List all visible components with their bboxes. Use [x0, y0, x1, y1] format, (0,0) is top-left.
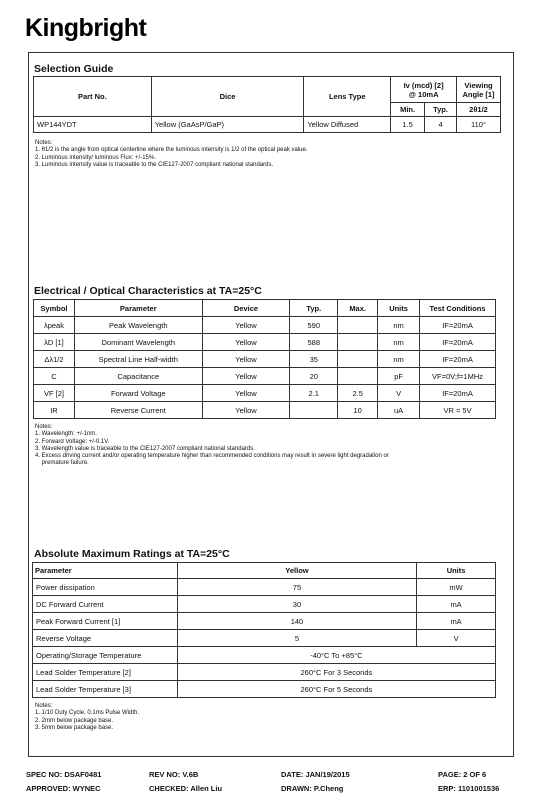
cell: [338, 317, 378, 334]
cell: VF [2]: [34, 385, 75, 402]
cell: 260°C For 3 Seconds: [177, 664, 495, 681]
cell: mA: [417, 596, 496, 613]
table-row: [34, 351, 496, 368]
header-typ: Typ.: [290, 300, 338, 317]
cell: mA: [417, 613, 496, 630]
note-line: 1. Wavelength: +/-1nm.: [35, 431, 97, 438]
cell: nm: [378, 317, 420, 334]
cell: Forward Voltage: [74, 385, 202, 402]
note-line: 1. 1/10 Duty Cycle, 0.1ms Pulse Width.: [35, 710, 140, 717]
cell-dice: Yellow (GaAsP/GaP): [151, 117, 304, 133]
table-row: [33, 630, 496, 647]
cell: Yellow: [202, 334, 290, 351]
cell: 588: [290, 334, 338, 351]
header-dice: Dice: [151, 77, 304, 117]
cell: IF=20mA: [420, 385, 496, 402]
header-min: Min.: [391, 103, 425, 117]
cell: Capacitance: [74, 368, 202, 385]
cell: 2.1: [290, 385, 338, 402]
cell: IF=20mA: [420, 334, 496, 351]
cell: [338, 351, 378, 368]
table-row: [34, 334, 496, 351]
cell: 20: [290, 368, 338, 385]
note-line: 2. Luminous intensity/ luminous Flux: +/-15%.: [35, 154, 156, 161]
date: DATE: JAN/19/2015: [281, 770, 350, 779]
cell: 10: [338, 402, 378, 419]
electrical-notes: [35, 424, 389, 468]
table-row: [33, 613, 496, 630]
cell: Dominant Wavelength: [74, 334, 202, 351]
approved-by: APPROVED: WYNEC: [26, 784, 101, 793]
erp-no: ERP: 1101001536: [438, 784, 500, 793]
cell: λpeak: [34, 317, 75, 334]
table-row: [34, 368, 496, 385]
header-part-no: Part No.: [34, 77, 152, 117]
cell: 5: [177, 630, 416, 647]
electrical-table: [33, 299, 496, 419]
cell: VF=0V;f=1MHz: [420, 368, 496, 385]
cell: Yellow: [202, 351, 290, 368]
cell: Yellow: [202, 385, 290, 402]
cell: Power dissipation: [33, 579, 178, 596]
note-line: Notes:: [35, 140, 53, 146]
note-line: 4. Excess driving current and/or operating temperature higher than recommended conditions may result in severe light degradation or: [35, 453, 389, 460]
cell: 35: [290, 351, 338, 368]
table-row: [33, 664, 496, 681]
cell: nm: [378, 334, 420, 351]
checked-by: CHECKED: Allen Liu: [149, 784, 223, 793]
absolute-notes: [35, 703, 139, 732]
cell: C: [34, 368, 75, 385]
table-row: [34, 317, 496, 334]
brand-logo: Kingbright: [25, 14, 147, 42]
cell: IR: [34, 402, 75, 419]
page-number: PAGE: 2 OF 6: [438, 770, 487, 779]
table-row: [33, 681, 496, 698]
note-line: 1. θ1/2 is the angle from optical centerline where the luminous intensity is 1/2 of the optical peak value.: [35, 147, 308, 154]
table-row: [34, 385, 496, 402]
cell: DC Forward Current: [33, 596, 178, 613]
electrical-title: Electrical / Optical Characteristics at TA=25°C: [34, 285, 262, 297]
cell: 590: [290, 317, 338, 334]
cell: Lead Solder Temperature [2]: [33, 664, 178, 681]
cell: nm: [378, 351, 420, 368]
cell: Yellow: [202, 368, 290, 385]
cell: mW: [417, 579, 496, 596]
cell: Operating/Storage Temperature: [33, 647, 178, 664]
cell: Lead Solder Temperature [3]: [33, 681, 178, 698]
header-yellow: Yellow: [177, 563, 416, 579]
cell: 140: [177, 613, 416, 630]
cell: IF=20mA: [420, 351, 496, 368]
note-line: 3. Luminous intensity value is traceable to the CIE127-2007 compliant national standards.: [35, 161, 274, 168]
cell: V: [417, 630, 496, 647]
cell: IF=20mA: [420, 317, 496, 334]
cell: Δλ1/2: [34, 351, 75, 368]
table-row: [33, 647, 496, 664]
cell: 75: [177, 579, 416, 596]
note-line: 3. 5mm below package base.: [35, 724, 114, 731]
note-line: 2. 2mm below package base.: [35, 717, 114, 724]
cell: Reverse Voltage: [33, 630, 178, 647]
cell: λD [1]: [34, 334, 75, 351]
header-device: Device: [202, 300, 290, 317]
cell: -40°C To +85°C: [177, 647, 495, 664]
table-row: [33, 579, 496, 596]
cell-angle: 110°: [457, 117, 501, 133]
absolute-ratings-table: [32, 562, 496, 698]
cell: [338, 334, 378, 351]
selection-table: [33, 76, 501, 133]
cell: 2.5: [338, 385, 378, 402]
cell: Spectral Line Half-width: [74, 351, 202, 368]
cell: Peak Wavelength: [74, 317, 202, 334]
note-line: 3. Wavelength value is traceable to the CIE127-2007 compliant national standards.: [35, 445, 255, 452]
header-units: Units: [378, 300, 420, 317]
header-typ: Typ.: [425, 103, 457, 117]
note-line: Notes:: [35, 424, 53, 430]
header-lens-type: Lens Type: [304, 77, 391, 117]
cell-lens: Yellow Diffused: [304, 117, 391, 133]
header-viewing-angle: Viewing Angle [1]: [457, 77, 501, 103]
selection-notes: [35, 140, 308, 169]
absolute-ratings-title: Absolute Maximum Ratings at TA=25°C: [34, 548, 230, 560]
header-parameter: Parameter: [74, 300, 202, 317]
table-row: [34, 402, 496, 419]
drawn-by: DRAWN: P.Cheng: [281, 784, 344, 793]
header-parameter: Parameter: [33, 563, 178, 579]
cell: V: [378, 385, 420, 402]
cell-iv-typ: 4: [425, 117, 457, 133]
cell-part-no: WP144YDT: [34, 117, 152, 133]
cell: [338, 368, 378, 385]
cell: 260°C For 5 Seconds: [177, 681, 495, 698]
cell: VR = 5V: [420, 402, 496, 419]
table-row: [33, 596, 496, 613]
cell: Yellow: [202, 402, 290, 419]
cell: 30: [177, 596, 416, 613]
header-test-conditions: Test Conditions: [420, 300, 496, 317]
cell: Reverse Current: [74, 402, 202, 419]
cell-iv-min: 1.5: [391, 117, 425, 133]
note-line: premature failure.: [35, 460, 89, 467]
cell: Peak Forward Current [1]: [33, 613, 178, 630]
header-units: Units: [417, 563, 496, 579]
cell: uA: [378, 402, 420, 419]
header-iv: Iv (mcd) [2] @ 10mA: [391, 77, 457, 103]
note-line: Notes:: [35, 703, 53, 709]
header-symbol: Symbol: [34, 300, 75, 317]
spec-no: SPEC NO: DSAF0481: [26, 770, 102, 779]
note-line: 2. Forward Voltage: +/-0.1V.: [35, 438, 110, 445]
header-theta: 2θ1/2: [457, 103, 501, 117]
selection-guide-title: Selection Guide: [34, 63, 114, 75]
cell: [290, 402, 338, 419]
header-max: Max.: [338, 300, 378, 317]
cell: Yellow: [202, 317, 290, 334]
cell: pF: [378, 368, 420, 385]
rev-no: REV NO: V.6B: [149, 770, 199, 779]
